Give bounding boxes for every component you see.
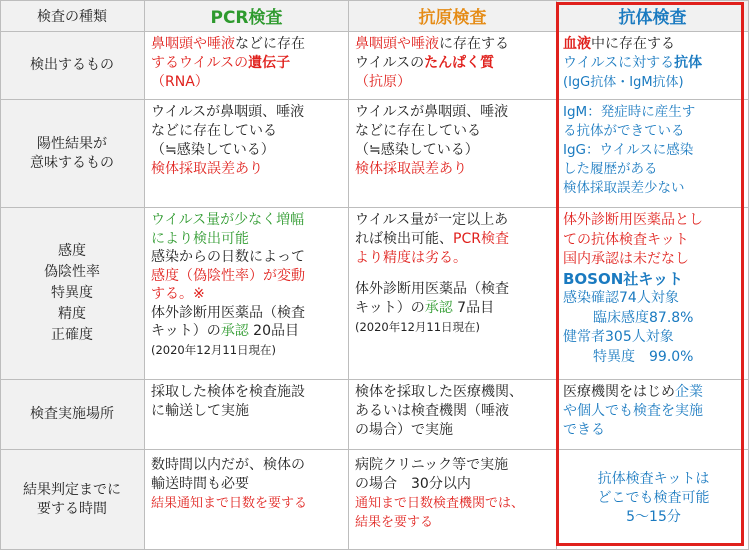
accuracy-antigen-5: キット）の <box>355 300 425 316</box>
row-accuracy-label-2: 偽陰性率 <box>44 264 100 280</box>
target-antibody-blue: ウイルスに対する <box>563 55 675 71</box>
accuracy-antibody-3: 国内承認は未だなし <box>563 251 689 267</box>
accuracy-pcr-6: 体外診断用医薬品（検査 <box>151 304 305 321</box>
row-accuracy-label-4: 精度 <box>58 306 86 322</box>
header-antigen: 抗原検査 <box>418 8 487 28</box>
header-antibody: 抗体検査 <box>618 8 687 28</box>
time-antibody-1: 抗体検査キットは <box>597 471 710 487</box>
time-antibody-2: どこでも検査可能 <box>597 490 710 506</box>
accuracy-antibody-6: 臨床感度87.8% <box>593 309 694 326</box>
row-positive-label-2: 意味するもの <box>30 154 114 171</box>
target-antibody-bold: 抗体 <box>674 55 703 71</box>
positive-antibody-2: る抗体ができている <box>563 123 685 139</box>
row-accuracy-label-3: 特異度 <box>51 285 93 301</box>
accuracy-antibody-2: ての抗体検査キット <box>563 231 689 248</box>
positive-antibody-1: IgM：発症時に産生す <box>563 104 696 120</box>
place-antibody-1: 医療機関をはじめ <box>563 384 675 400</box>
positive-antibody-5: 検体採取誤差少ない <box>563 180 685 196</box>
place-antibody-2: や個人でも検査を実施 <box>563 403 703 419</box>
accuracy-pcr-4: 感度（偽陰性率）が変動 <box>151 267 305 284</box>
row-accuracy-label-5: 正確度 <box>51 327 93 343</box>
row-accuracy-pcr <box>145 208 349 380</box>
target-pcr-text-1: などに存在 <box>235 36 305 52</box>
place-antibody-company: 企業 <box>675 384 703 400</box>
target-pcr-bold: 遺伝子 <box>248 55 291 71</box>
positive-antigen-4: 検体採取誤差あり <box>355 161 467 177</box>
place-antigen-2: あるいは検査機関（唾液 <box>355 403 509 419</box>
row-positive-pcr <box>145 100 349 208</box>
row-place-label: 検査実施場所 <box>30 406 114 422</box>
row-time-antibody <box>557 450 749 550</box>
positive-antigen-1: ウイルスが鼻咽頭、唾液 <box>355 104 509 120</box>
place-pcr-2: に輸送して実施 <box>151 403 249 419</box>
target-antibody-types: (IgG抗体・IgM抗体) <box>563 75 684 90</box>
positive-pcr-3: （≒感染している） <box>151 142 275 158</box>
row-accuracy-label-cell <box>0 208 145 380</box>
accuracy-antibody-4: BOSON社キット <box>563 269 683 288</box>
time-antigen-1: 病院クリニック等で実施 <box>355 457 509 473</box>
time-pcr-1: 数時間以内だが、検体の <box>151 457 305 473</box>
time-antigen-2: の場合 30分以内 <box>355 476 471 492</box>
positive-antigen-3: （≒感染している） <box>355 142 479 158</box>
row-place-label-cell <box>0 380 145 450</box>
accuracy-pcr-1: ウイルス量が少なく増幅 <box>151 212 305 228</box>
target-pcr-red-2: するウイルスの <box>151 55 249 71</box>
row-accuracy-antigen <box>349 208 557 380</box>
row-accuracy-label-1: 感度 <box>58 243 86 259</box>
header-label-cell <box>0 0 145 32</box>
accuracy-antigen-spacer <box>355 268 552 280</box>
header-pcr-cell <box>145 0 349 32</box>
accuracy-antibody-7: 健常者305人対象 <box>563 329 674 345</box>
accuracy-pcr-approval: 承認 <box>220 323 249 339</box>
place-antigen-3: の場合）で実施 <box>355 422 453 438</box>
target-pcr-rna: （RNA） <box>151 74 209 90</box>
accuracy-antigen-count: 7品目 <box>452 300 495 316</box>
row-target-label-cell <box>0 32 145 100</box>
row-place-pcr <box>145 380 349 450</box>
accuracy-antigen-approval: 承認 <box>424 300 453 316</box>
target-antigen-kogen: （抗原） <box>355 74 411 90</box>
accuracy-pcr-count: 20品目 <box>248 323 299 339</box>
accuracy-antigen-4: 体外診断用医薬品（検査 <box>355 281 509 297</box>
header-pcr: PCR検査 <box>210 8 283 28</box>
row-time-antigen <box>349 450 557 550</box>
target-antibody-text-1: 中に存在する <box>591 36 675 52</box>
place-pcr-1: 採取した検体を検査施設 <box>151 384 305 400</box>
row-time-pcr <box>145 450 349 550</box>
row-time-label-1: 結果判定までに <box>23 481 121 498</box>
row-positive-antibody <box>557 100 749 208</box>
time-antibody-3: 5～15分 <box>626 509 681 525</box>
row-positive-antigen <box>349 100 557 208</box>
accuracy-antibody-1: 体外診断用医薬品とし <box>563 212 703 228</box>
accuracy-pcr-3: 感染からの日数によって <box>151 249 305 265</box>
row-time-label-2: 要する時間 <box>37 500 107 517</box>
row-target-antigen <box>349 32 557 100</box>
accuracy-pcr-2: により検出可能 <box>151 230 249 247</box>
accuracy-antigen-1: ウイルス量が一定以上あ <box>355 212 509 228</box>
target-antigen-text-2: ウイルスの <box>355 55 425 71</box>
row-target-antibody <box>557 32 749 100</box>
place-antigen-1: 検体を採取した医療機関、 <box>355 384 523 400</box>
row-accuracy-antibody <box>557 208 749 380</box>
row-place-antibody <box>557 380 749 450</box>
target-antibody-blood: 血液 <box>563 36 591 52</box>
row-time-label-cell <box>0 450 145 550</box>
time-pcr-2: 輸送時間も必要 <box>151 476 249 492</box>
row-positive-label-cell <box>0 100 145 208</box>
accuracy-pcr-5: する。※ <box>151 286 205 302</box>
accuracy-pcr-date: (2020年12月11日現在) <box>151 342 277 357</box>
positive-pcr-1: ウイルスが鼻咽頭、唾液 <box>151 104 305 120</box>
accuracy-antigen-2: れば検出可能、 <box>355 231 453 247</box>
row-positive-label-1: 陽性結果が <box>37 135 107 152</box>
positive-antigen-2: などに存在している <box>355 123 481 139</box>
accuracy-antigen-pcr: PCR検査 <box>453 231 509 247</box>
row-target-pcr <box>145 32 349 100</box>
accuracy-antigen-3: より精度は劣る。 <box>355 250 467 266</box>
target-pcr-red-1: 鼻咽頭や唾液 <box>151 36 235 52</box>
positive-antibody-3: IgG：ウイルスに感染 <box>563 142 694 158</box>
header-label: 検査の種類 <box>37 8 107 25</box>
accuracy-antigen-date: (2020年12月11日現在) <box>355 320 481 334</box>
header-antigen-cell <box>349 0 557 32</box>
accuracy-antibody-5: 感染確認74人対象 <box>563 290 679 306</box>
time-pcr-3: 結果通知まで日数を要する <box>151 496 308 511</box>
accuracy-antibody-8: 特異度 99.0% <box>593 348 694 365</box>
target-antigen-bold: たんぱく質 <box>424 55 495 71</box>
target-antigen-text-1: に存在する <box>439 36 509 52</box>
header-antibody-cell <box>557 0 749 32</box>
time-antigen-4: 結果を要する <box>355 515 434 530</box>
accuracy-pcr-7: キット）の <box>151 323 221 339</box>
row-target-label: 検出するもの <box>30 57 114 73</box>
place-antibody-3: できる <box>563 422 605 438</box>
target-antigen-red-1: 鼻咽頭や唾液 <box>355 36 439 52</box>
time-antigen-3: 通知まで日数検査機関では、 <box>355 496 525 511</box>
positive-pcr-4: 検体採取誤差あり <box>151 161 263 177</box>
positive-pcr-2: などに存在している <box>151 123 277 139</box>
row-place-antigen <box>349 380 557 450</box>
positive-antibody-4: した履歴がある <box>563 161 658 177</box>
